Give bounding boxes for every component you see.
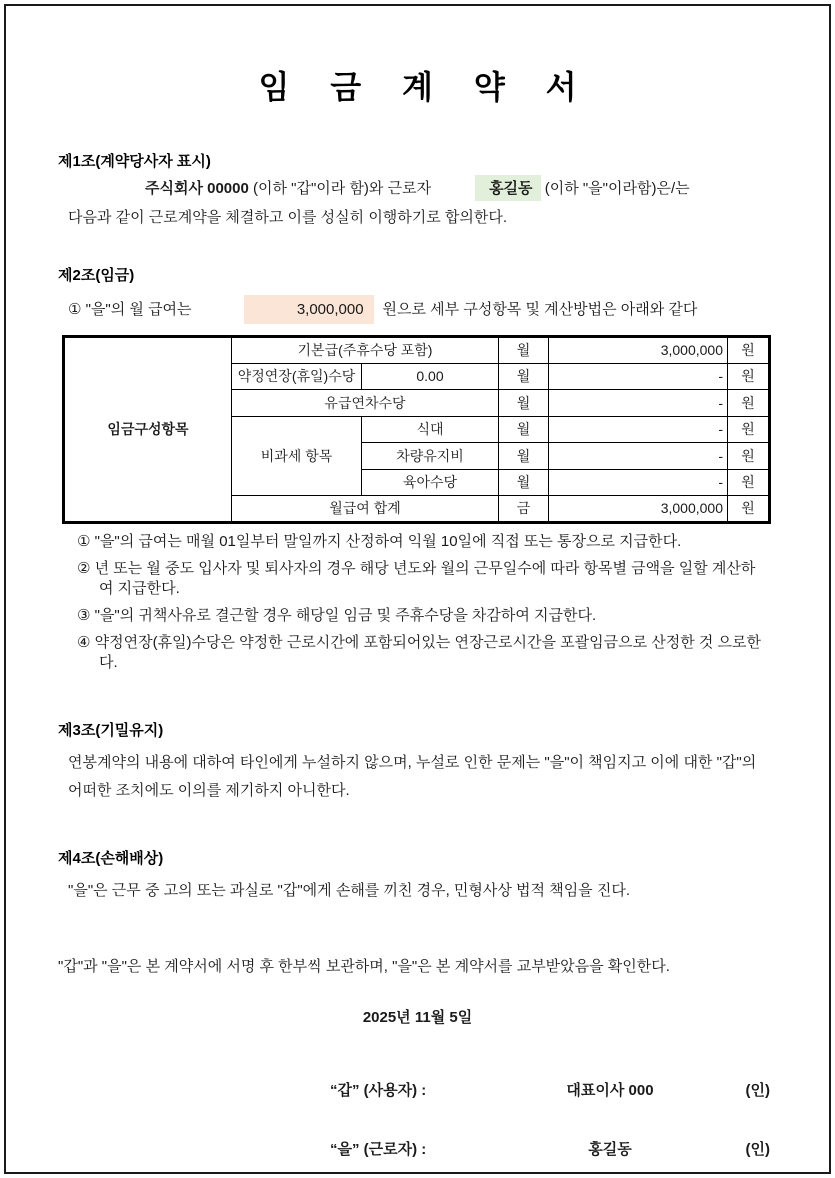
currency-cell: 원 (728, 416, 770, 443)
table-row-base-pay (64, 337, 770, 364)
worker-role-label: “을” (근로자) : (330, 1140, 427, 1158)
section2-heading: 제2조(임금) (58, 267, 135, 284)
note-3: ③ "을"의 귀책사유로 결근할 경우 해당일 임금 및 주휴수당을 차감하여 지급한다. (77, 606, 597, 624)
amount-cell: - (549, 443, 728, 470)
company-suffix: (이하 "갑"이라 함)와 근로자 (248, 180, 432, 197)
unit-cell: 월 (499, 337, 549, 364)
currency-cell: 원 (728, 390, 770, 417)
unit-cell: 월 (499, 390, 549, 417)
contract-page (4, 4, 831, 1174)
item-cell: 기본급(주휴수당 포함) (232, 337, 499, 364)
unit-cell: 월 (499, 416, 549, 443)
item-cell: 월급여 합계 (232, 496, 499, 523)
employer-seal-label: (인) (745, 1081, 770, 1099)
amount-cell: - (549, 363, 728, 390)
currency-cell: 원 (728, 337, 770, 364)
section2-salary-line (58, 295, 777, 324)
signature-row-worker (330, 1138, 770, 1159)
salary-prefix: ① "을"의 월 급여는 (68, 300, 192, 318)
unit-cell: 월 (499, 443, 549, 470)
currency-cell: 원 (728, 363, 770, 390)
worker-name-field[interactable]: 홍길동 (475, 175, 540, 201)
salary-composition-table (62, 335, 771, 524)
currency-cell: 원 (728, 469, 770, 496)
unit-cell: 월 (499, 469, 549, 496)
item-cell: 육아수당 (362, 469, 499, 496)
section4-heading: 제4조(손해배상) (58, 849, 164, 867)
amount-cell: - (549, 390, 728, 417)
worker-seal-label: (인) (745, 1140, 770, 1158)
signature-row-employer (330, 1079, 770, 1100)
section4-body: "을"은 근무 중 고의 또는 과실로 "갑"에게 손해를 끼친 경우, 민형사상 법적 책임을 진다. (68, 881, 630, 899)
currency-cell: 원 (728, 496, 770, 523)
tax-free-group-header: 비과세 항목 (232, 416, 362, 496)
currency-cell: 원 (728, 443, 770, 470)
unit-cell: 금 (499, 496, 549, 523)
value-cell: 0.00 (362, 363, 499, 390)
item-cell: 약정연장(휴일)수당 (232, 363, 362, 390)
section1-parties-line (58, 179, 777, 199)
closing-statement: "갑"과 "을"은 본 계약서에 서명 후 한부씩 보관하며, "을"은 본 계약서를 교부받았음을 확인한다. (58, 957, 670, 975)
amount-cell: - (549, 416, 728, 443)
section3-body: 연봉계약의 내용에 대하여 타인에게 누설하지 않으며, 누설로 인한 문제는 "을"이 책임지고 이에 대한 "갑"의 어떠한 조치에도 이의를 제기하지 아니한다. (68, 753, 757, 799)
section1-heading: 제1조(계약당사자 표시) (58, 153, 211, 170)
employer-role-label: “갑” (사용자) : (330, 1081, 427, 1099)
item-cell: 유급연차수당 (232, 390, 499, 417)
note-2: ② 년 또는 월 중도 입사자 및 퇴사자의 경우 해당 년도와 월의 근무일수에 따라 항목별 금액을 일할 계산하여 지급한다. (77, 559, 756, 597)
table-row-group-header: 임금구성항목 (64, 337, 232, 523)
company-name: 주식회사 00000 (145, 180, 249, 197)
salary-suffix: 원으로 세부 구성항목 및 계산방법은 아래와 같다 (382, 300, 698, 318)
worker-signature-name: 홍길동 (588, 1140, 632, 1158)
unit-cell: 월 (499, 363, 549, 390)
section1-agreement-line: 다음과 같이 근로계약을 체결하고 이를 성실히 이행하기로 합의한다. (68, 209, 508, 226)
item-cell: 차량유지비 (362, 443, 499, 470)
section3-heading: 제3조(기밀유지) (58, 721, 164, 739)
section2-notes (58, 532, 777, 673)
note-4: ④ 약정연장(휴일)수당은 약정한 근로시간에 포함되어있는 연장근로시간을 포괄임금으로 산정한 것 으로한다. (77, 633, 762, 671)
item-cell: 식대 (362, 416, 499, 443)
monthly-salary-field[interactable]: 3,000,000 (244, 295, 374, 324)
note-1: ① "을"의 급여는 매월 01일부터 말일까지 산정하여 익월 10일에 직접 또는 통장으로 지급한다. (77, 532, 682, 550)
employer-name: 대표이사 000 (566, 1081, 654, 1099)
worker-suffix: (이하 "을"이라함)은/는 (540, 180, 690, 197)
amount-cell: 3,000,000 (549, 337, 728, 364)
contract-date: 2025년 11월 5일 (362, 1008, 473, 1026)
amount-cell: 3,000,000 (549, 496, 728, 523)
amount-cell: - (549, 469, 728, 496)
page-title: 임 금 계 약 서 (258, 69, 593, 105)
